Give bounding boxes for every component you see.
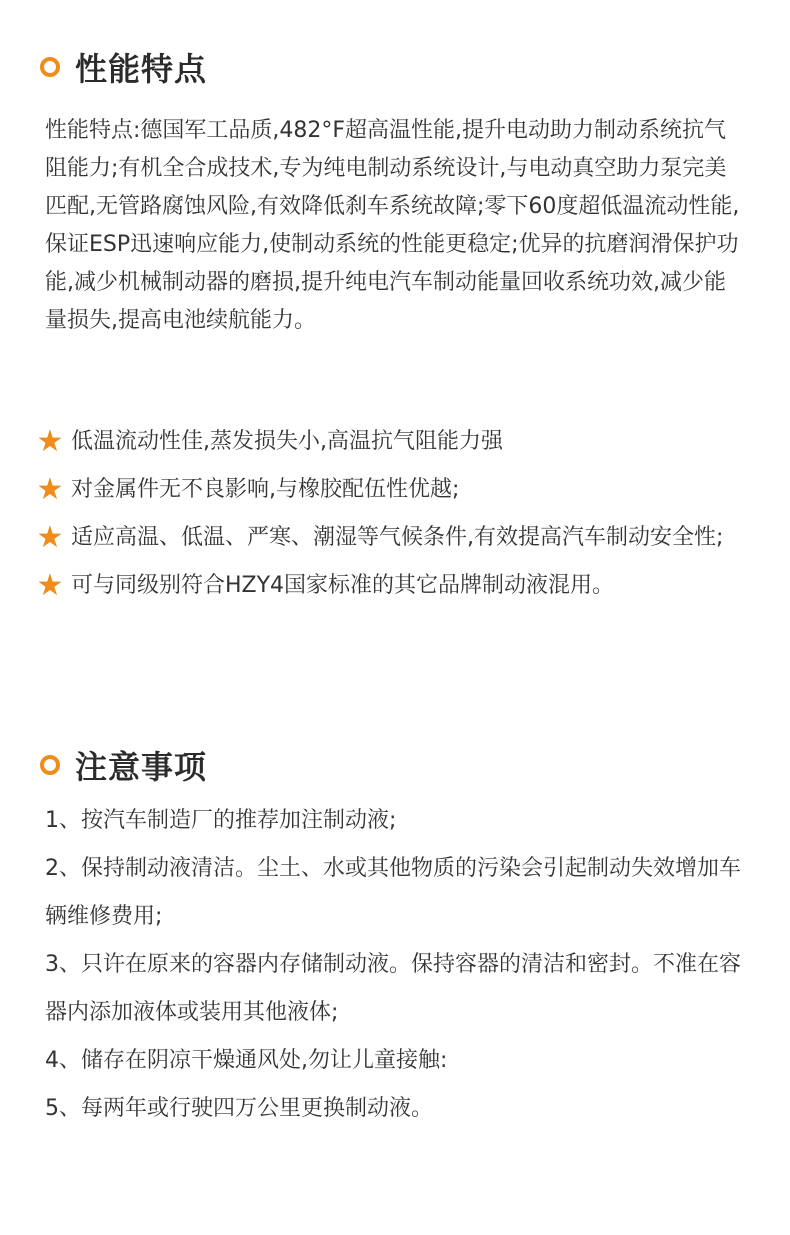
list-item <box>34 562 754 610</box>
list-item <box>34 466 754 514</box>
notes-title: 注意事项 <box>75 748 208 786</box>
list-item-text: 可与同级别符合HZY4国家标准的其它品牌制动液混用。 <box>71 573 615 598</box>
list-item <box>34 514 754 562</box>
list-item: 5、每两年或行驶四万公里更换制动液。 <box>45 1096 433 1121</box>
star-icon: ★ <box>36 472 64 507</box>
list-item-text: 低温流动性佳,蒸发损失小,高温抗气阻能力强 <box>71 429 503 454</box>
list-item: 2、保持制动液清洁。尘土、水或其他物质的污染会引起制动失效增加车辆维修费用; <box>45 856 741 929</box>
star-icon: ★ <box>36 520 64 555</box>
list-item-text: 对金属件无不良影响,与橡胶配伍性优越; <box>71 477 460 502</box>
star-icon: ★ <box>36 424 64 459</box>
notes-section-heading <box>40 740 207 790</box>
list-item: 4、储存在阴凉干燥通风处,勿让儿童接触: <box>45 1048 448 1073</box>
ring-dot-icon <box>40 57 60 77</box>
list-item: 3、只许在原来的容器内存储制动液。保持容器的清洁和密封。不准在容器内添加液体或装用其他液体; <box>45 952 741 1025</box>
list-item <box>34 418 754 466</box>
ring-dot-icon <box>40 755 60 775</box>
notes-list <box>45 797 750 1133</box>
list-item-text: 适应高温、低温、严寒、潮湿等气候条件,有效提高汽车制动安全性; <box>71 525 724 550</box>
features-section-heading <box>40 42 207 92</box>
features-paragraph: 性能特点:德国军工品质,482°F超高温性能,提升电动助力制动系统抗气阻能力;有机全合成技术,专为纯电制动系统设计,与电动真空助力泵完美匹配,无管路腐蚀风险,有效降低刹车系统故障;零下60度超低温流动性能,保证ESP迅速响应能力,使制动系统的性能更稳定;优异的抗磨润滑保护功能,减少机械制动器的磨损,提升纯电汽车制动能量回收系统功效,减少能量损失,提高电池续航能力。 <box>45 118 740 333</box>
star-icon: ★ <box>36 568 64 603</box>
features-bullet-list <box>34 418 754 610</box>
list-item: 1、按汽车制造厂的推荐加注制动液; <box>45 808 397 833</box>
features-title: 性能特点 <box>75 50 208 88</box>
